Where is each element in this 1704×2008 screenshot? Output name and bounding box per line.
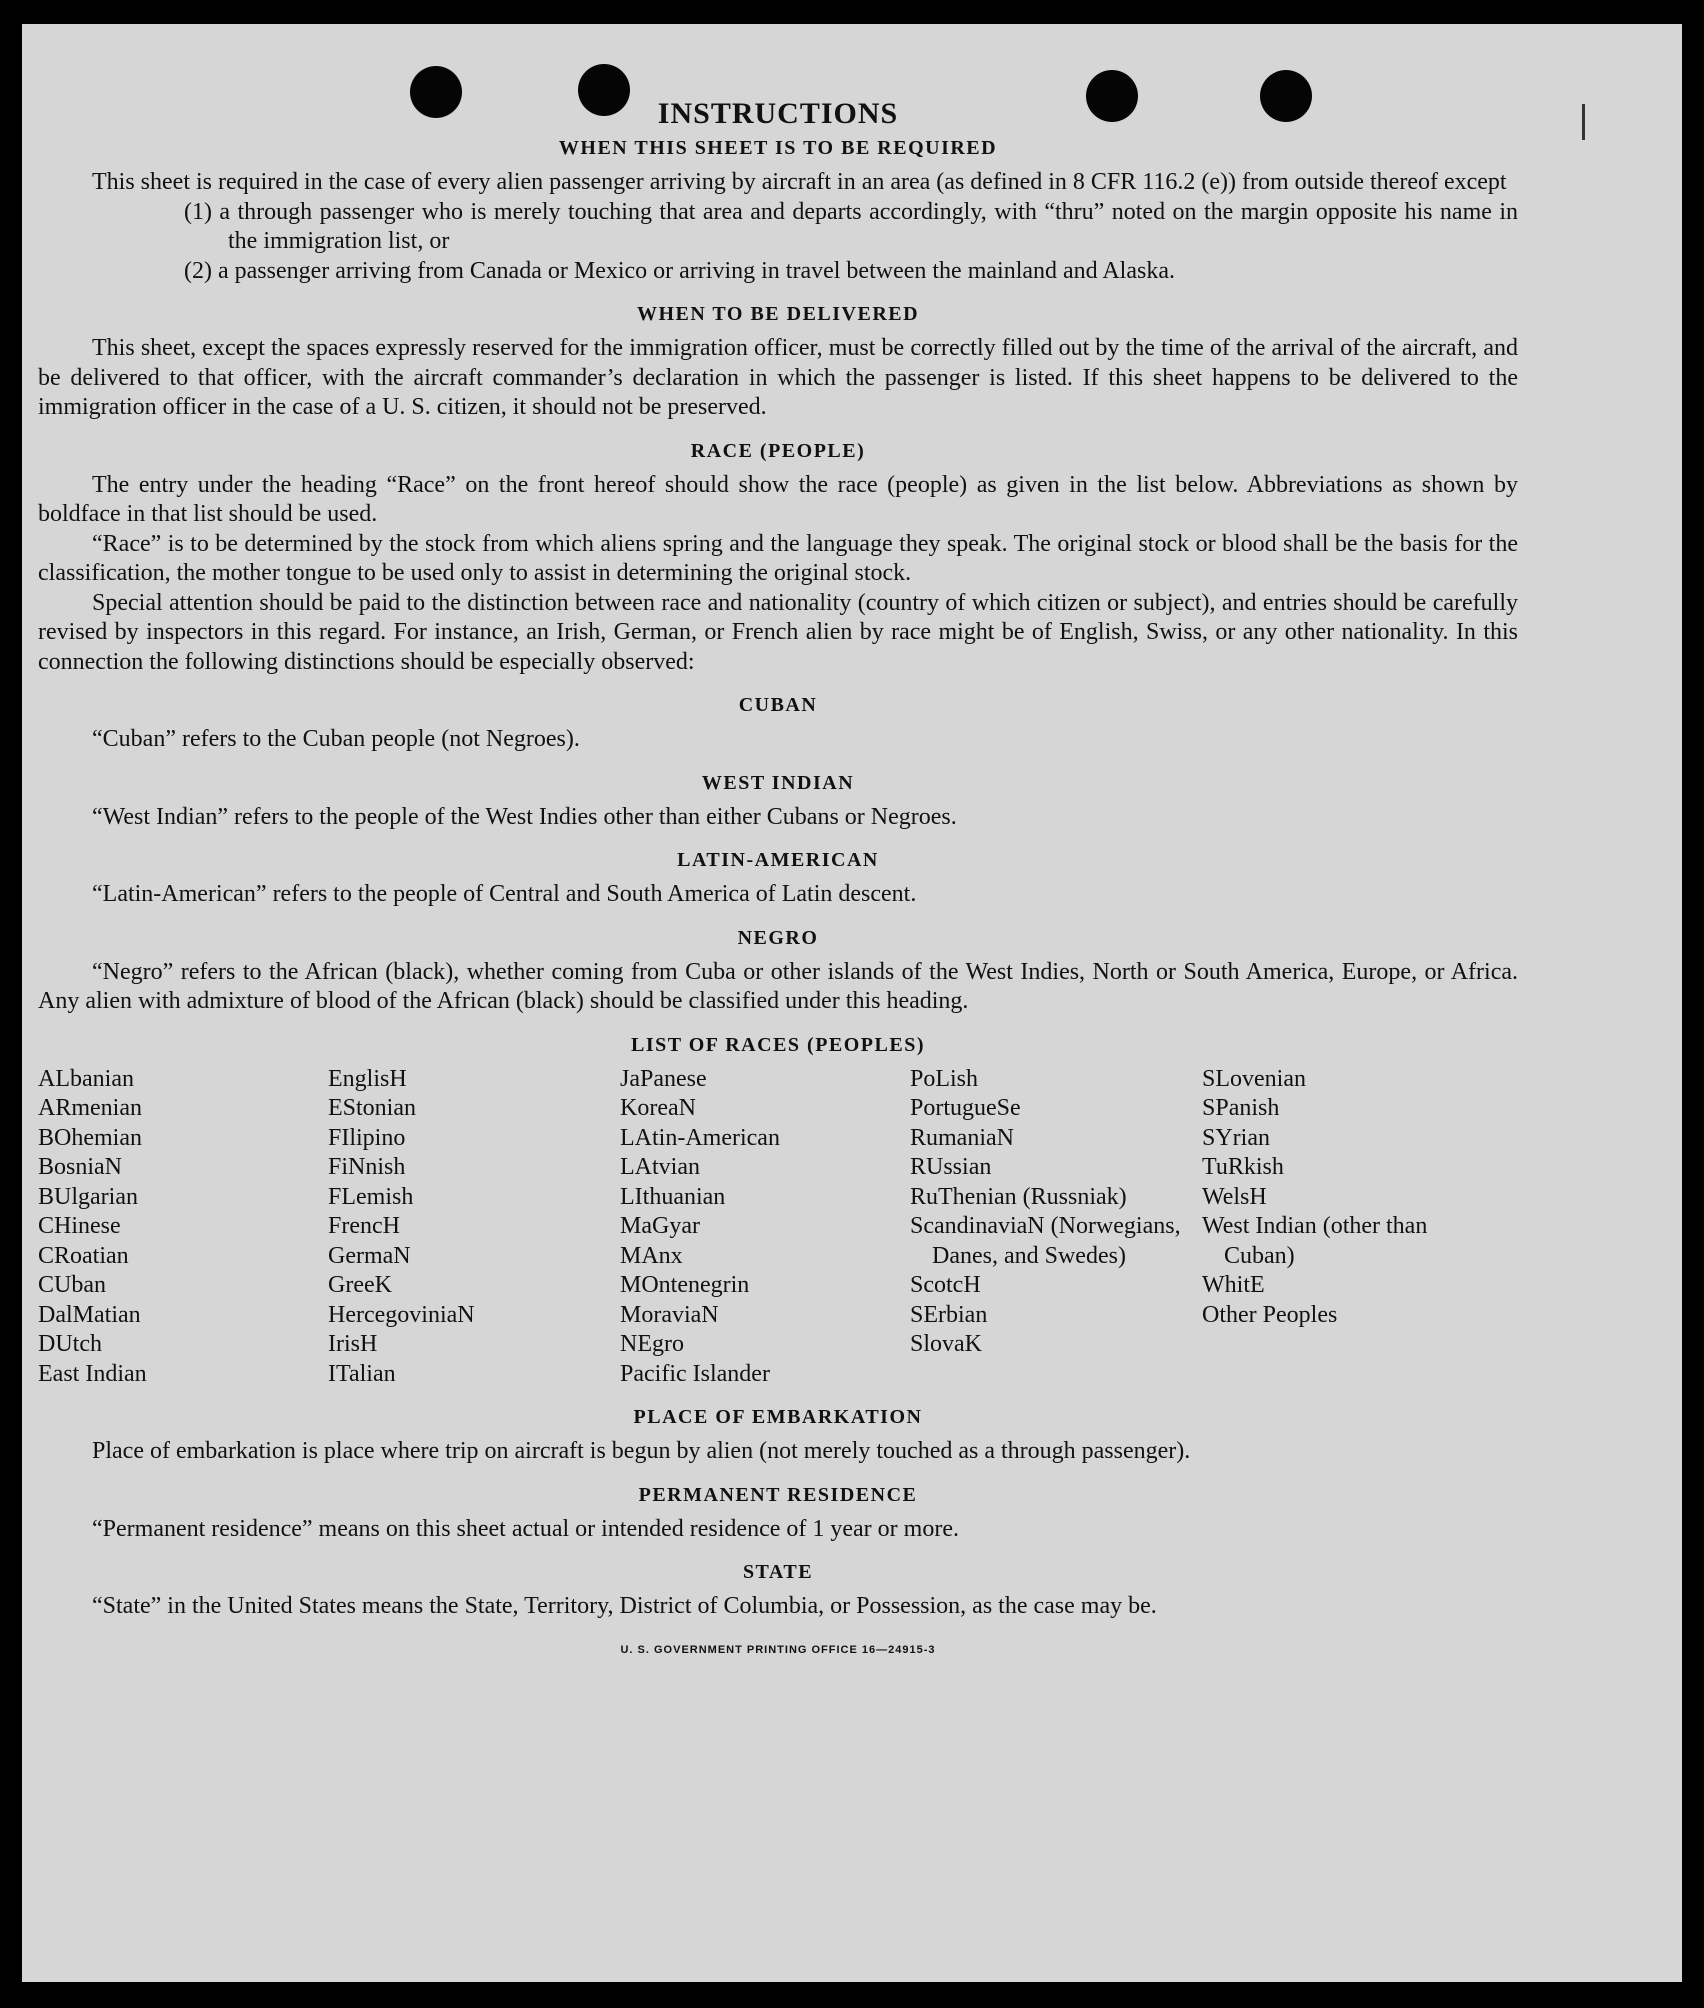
heading-when-required: WHEN THIS SHEET IS TO BE REQUIRED [558,137,998,159]
race-entry: CUban [38,1272,106,1298]
heading-race: RACE (PEOPLE) [690,439,866,462]
race-column-2 [328,1065,620,1390]
race-entry: RUssian [910,1154,992,1180]
heading-cuban: CUBAN [738,694,818,716]
race-entry: LIthuanian [620,1183,726,1210]
heading-when-delivered: WHEN TO BE DELIVERED [636,303,920,325]
race-entry: BUlgarian [38,1183,138,1210]
heading-west-indian: WEST INDIAN [701,771,855,794]
race-paragraph-1: The entry under the heading “Race” on the front hereof should show the race (people) as given in the list below. Abbreviations as shown by boldface in that list should be used. [38,471,1518,527]
race-entry: KoreaN [620,1095,696,1121]
margin-mark [1582,104,1585,140]
race-paragraph-2: “Race” is to be determined by the stock from which aliens spring and the language they speak. The original stock or blood shall be the basis for the classification, the mother tongue to be used only to assist in determining the original stock. [38,530,1518,586]
heading-latin-american: LATIN-AMERICAN [677,849,879,871]
when-required-intro: This sheet is required in the case of every alien passenger arriving by aircraft in an area (as defined in 8 CFR 116.2 (e)) from outside thereof except [92,169,1507,195]
race-column-5 [1202,1065,1502,1390]
race-entry: FIlipino [328,1124,406,1151]
race-entry: LAtvian [620,1154,700,1180]
race-entry: SLovenian [1202,1065,1306,1092]
race-entry: HercegoviniaN [328,1301,475,1328]
heading-list-of-races: LIST OF RACES (PEOPLES) [630,1033,925,1056]
race-entry: ALbanian [38,1065,134,1092]
embarkation-text: Place of embarkation is place where trip on aircraft is begun by alien (not merely touched as a through passenger). [92,1438,1191,1464]
race-entry: ScandinaviaN (Norwegians, Danes, and Swedes) [910,1213,1181,1269]
race-entry: EStonian [328,1095,416,1121]
race-entry: ARmenian [38,1095,142,1121]
race-entry: PortugueSe [910,1095,1021,1121]
cuban-text: “Cuban” refers to the Cuban people (not Negroes). [92,726,580,752]
exception-item-1: (1) a through passenger who is merely touching that area and departs accordingly, with “thru” noted on the margin opposite his name in the immigration list, or [184,198,1518,254]
race-entry: PoLish [910,1065,979,1092]
race-entry: RuThenian (Russniak) [910,1183,1127,1210]
race-entry: West Indian (other than Cuban) [1202,1213,1428,1269]
race-entry: EnglisH [328,1065,407,1092]
race-entry: RumaniaN [910,1124,1014,1151]
race-entry: MaGyar [620,1213,700,1239]
heading-permanent-residence: PERMANENT RESIDENCE [638,1483,918,1506]
race-entry: DUtch [38,1331,102,1357]
race-column-4 [910,1065,1202,1390]
race-entry: Pacific Islander [620,1360,770,1387]
race-entry: MoraviaN [620,1301,719,1328]
page-title: INSTRUCTIONS [657,97,899,130]
race-entry: Other Peoples [1202,1301,1338,1328]
race-entry: GermaN [328,1242,411,1269]
race-entry: SYrian [1202,1124,1270,1151]
exception-item-2: (2) a passenger arriving from Canada or Mexico or arriving in travel between the mainland and Alaska. [184,257,1175,284]
instructions-body [38,96,1518,1665]
race-entry: NEgro [620,1331,684,1357]
printing-office-footer: U. S. GOVERNMENT PRINTING OFFICE 16—24915-3 [620,1643,936,1656]
document-sheet [22,24,1682,1982]
race-entry: BosniaN [38,1154,122,1180]
state-text: “State” in the United States means the State, Territory, District of Columbia, or Possession, as the case may be. [92,1593,1157,1619]
race-entry: WelsH [1202,1183,1267,1210]
race-column-1 [38,1065,328,1390]
race-entry: SPanish [1202,1095,1280,1121]
race-entry: MOntenegrin [620,1272,750,1298]
race-entry: FrencH [328,1213,400,1239]
race-entry: DalMatian [38,1301,141,1328]
race-entry: GreeK [328,1272,392,1298]
heading-negro: NEGRO [737,926,819,949]
when-delivered-text: This sheet, except the spaces expressly reserved for the immigration officer, must be correctly filled out by the time of the arrival of the aircraft, and be delivered to that officer, with the aircraft commander’s declaration in which the passenger is listed. If this sheet happens to be delivered to the immigration officer in the case of a U. S. citizen, it should not be preserved. [38,335,1518,420]
race-entry: MAnx [620,1242,683,1269]
race-column-3 [620,1065,910,1390]
race-entry: East Indian [38,1360,147,1387]
race-entry: CHinese [38,1213,121,1239]
latin-american-text: “Latin-American” refers to the people of Central and South America of Latin descent. [92,881,917,907]
race-entry: ITalian [328,1360,396,1387]
race-entry: IrisH [328,1331,378,1357]
race-entry: TuRkish [1202,1154,1284,1180]
race-entry: SlovaK [910,1331,982,1357]
race-entry: FLemish [328,1183,414,1210]
race-entry: LAtin-American [620,1124,780,1151]
race-entry: CRoatian [38,1242,129,1269]
west-indian-text: “West Indian” refers to the people of the West Indies other than either Cubans or Negroes. [92,803,957,830]
race-list [38,1065,1518,1390]
negro-text: “Negro” refers to the African (black), whether coming from Cuba or other islands of the West Indies, North or South America, Europe, or Africa. Any alien with admixture of blood of the African (black) should be classified under this heading. [38,958,1518,1014]
race-entry: FiNnish [328,1154,406,1180]
race-entry: SErbian [910,1301,988,1328]
heading-state: STATE [742,1561,814,1583]
heading-embarkation: PLACE OF EMBARKATION [633,1406,923,1428]
race-entry: JaPanese [620,1065,707,1092]
race-entry: WhitE [1202,1272,1265,1298]
race-entry: BOhemian [38,1124,142,1151]
race-entry: ScotcH [910,1272,981,1298]
permanent-residence-text: “Permanent residence” means on this sheet actual or intended residence of 1 year or more. [92,1515,959,1542]
race-paragraph-3: Special attention should be paid to the distinction between race and nationality (country of which citizen or subject), and entries should be carefully revised by inspectors in this regard. For instance, an Irish, German, or French alien by race might be of English, Swiss, or any other nationality. In this connection the following distinctions should be especially observed: [38,589,1518,675]
